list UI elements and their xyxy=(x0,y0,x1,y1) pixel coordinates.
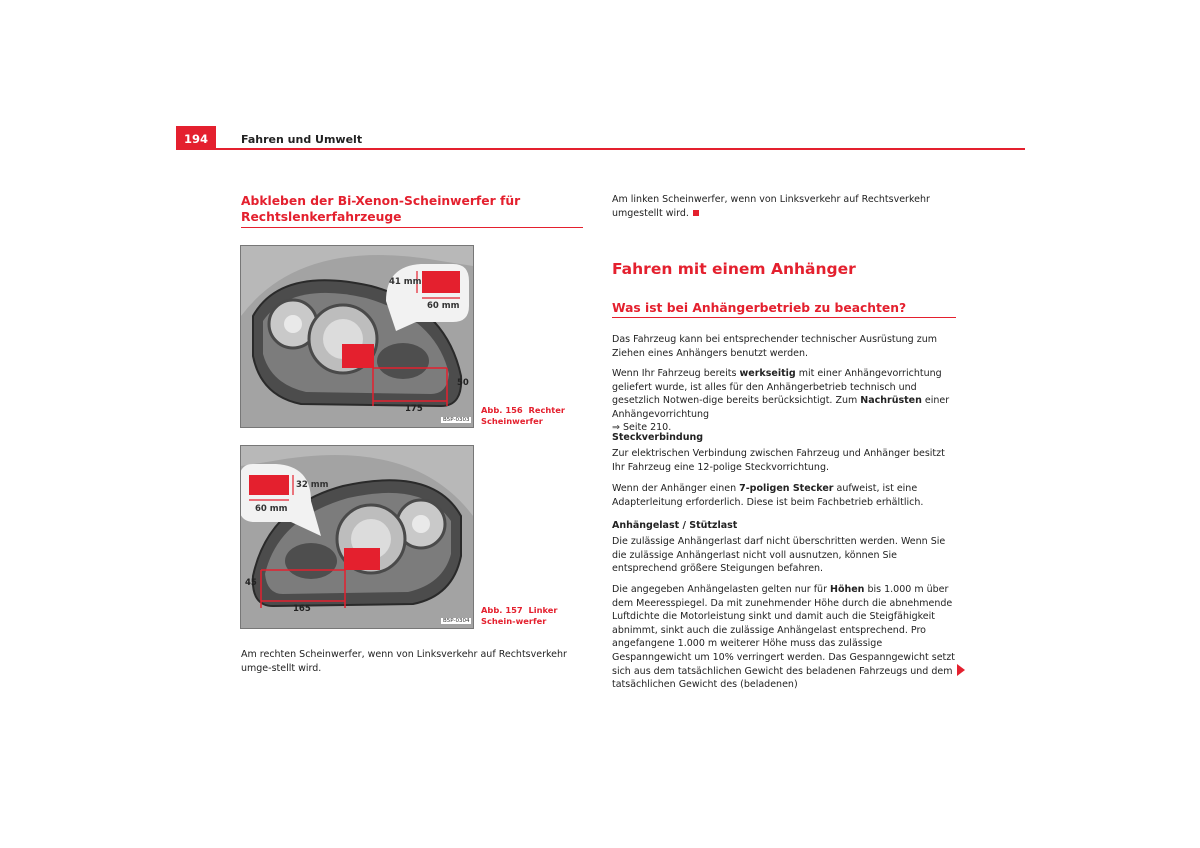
end-mark-icon xyxy=(693,210,699,216)
caption-number: Abb. 156 xyxy=(481,405,523,415)
dim-height-label: 41 mm xyxy=(389,277,422,287)
text-run: Wenn Ihr Fahrzeug bereits xyxy=(612,368,740,379)
sub-title-rule xyxy=(612,317,956,318)
caption-text: Rechter Scheinwerfer xyxy=(481,405,565,426)
figure-right-headlight xyxy=(240,245,474,428)
dim-width-label: 60 mm xyxy=(255,504,288,514)
body-paragraph xyxy=(612,367,957,435)
section-rule xyxy=(241,227,583,228)
figure-code: B5P-0304 xyxy=(443,618,470,624)
text-bold: Nachrüsten xyxy=(860,395,922,407)
headlight-illustration xyxy=(241,246,473,427)
body-paragraph: Das Fahrzeug kann bei entsprechender technischer Ausrüstung zum Ziehen eines Anhängers benutzt werden. xyxy=(612,334,937,359)
body-paragraph: Am rechten Scheinwerfer, wenn von Linksverkehr auf Rechtsverkehr umge-stellt wird. xyxy=(241,649,567,674)
caption-text: Linker Schein-werfer xyxy=(481,605,558,626)
text-bold: werkseitig xyxy=(739,368,796,379)
section-title: Abkleben der Bi-Xenon-Scheinwerfer für Rechtslenkerfahrzeuge xyxy=(241,194,521,224)
page-number: 194 xyxy=(176,126,216,148)
text-bold: Höhen xyxy=(830,584,865,595)
tape-detail xyxy=(422,271,460,293)
dim-vertical-label: 50 xyxy=(457,378,469,388)
body-paragraph xyxy=(612,482,957,509)
continue-arrow-icon xyxy=(957,664,965,676)
header-rule xyxy=(176,148,1025,150)
tape-detail xyxy=(249,475,289,495)
subheading: Steckverbindung xyxy=(612,432,704,443)
sub-title: Was ist bei Anhängerbetrieb zu beachten? xyxy=(612,301,907,315)
tape-area xyxy=(342,344,374,368)
body-paragraph xyxy=(612,583,957,692)
body-paragraph: Die zulässige Anhängerlast darf nicht überschritten werden. Wenn Sie die zulässige Anhängerlast nicht voll ausnutzen, können Sie entsprechend größere Steigungen befahren. xyxy=(612,536,946,575)
text-run: mit einer Anhängevorrichtung geliefert wurde, ist alles für den Anhängerbetrieb technisch und gesetzlich Notwen-dige bereits berücksichtigt. Zum xyxy=(612,368,942,407)
text-run: Die angegeben Anhängelasten gelten nur für xyxy=(612,584,830,595)
caption-number: Abb. 157 xyxy=(481,605,523,615)
figure-code: B5P-0303 xyxy=(443,417,470,423)
intro-text: Am linken Scheinwerfer, wenn von Linksverkehr auf Rechtsverkehr umgestellt wird. xyxy=(612,194,930,219)
body-paragraph: Zur elektrischen Verbindung zwischen Fahrzeug und Anhänger besitzt Ihr Fahrzeug eine 12-polige Steckvorrichtung. xyxy=(612,448,945,473)
running-title: Fahren und Umwelt xyxy=(241,133,363,146)
text-bold: 7-poligen Stecker xyxy=(739,483,834,494)
dim-horizontal-label: 175 xyxy=(405,404,423,414)
dim-horizontal-label: 165 xyxy=(293,604,311,614)
dim-width-label: 60 mm xyxy=(427,301,460,311)
dim-vertical-label: 45 xyxy=(245,578,257,588)
text-run: einer Anhängevorrichtung xyxy=(612,395,950,420)
intro-paragraph xyxy=(612,193,957,220)
text-run: Wenn der Anhänger einen xyxy=(612,483,740,494)
headlight-illustration xyxy=(241,446,473,628)
subheading: Anhängelast / Stützlast xyxy=(612,520,738,531)
text-run: aufweist, ist eine Adapterleitung erforderlich. Diese ist beim Fachbetrieb erhältlich. xyxy=(612,483,924,508)
page-reference-link[interactable]: ⇒ Seite 210. xyxy=(612,422,672,434)
figure-caption xyxy=(481,405,581,427)
figure-caption xyxy=(481,605,581,627)
text-run: bis 1.000 m über dem Meeresspiegel. Da mit zunehmender Höhe durch die abnehmende Luftdichte die Motorleistung sinkt und damit auch die Steigfähigkeit abnimmt, sinkt auch die zulässige Anhängelast entsprechend. Pro angefangene 1.000 m weiterer Höhe muss das zulässige Gespanngewicht um 10% verringert werden. Das Gespanngewicht setzt sich aus dem tatsächlichen Gewicht des beladenen Fahrzeugs und dem tatsächlichen Gewicht des (beladenen) xyxy=(612,584,955,691)
tape-area xyxy=(344,548,380,570)
dim-height-label: 32 mm xyxy=(296,480,329,490)
main-title: Fahren mit einem Anhänger xyxy=(612,260,856,278)
figure-left-headlight xyxy=(240,445,474,629)
